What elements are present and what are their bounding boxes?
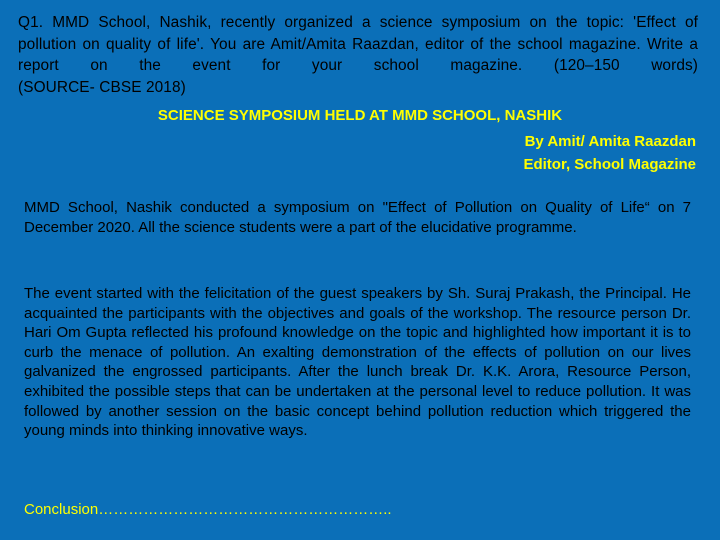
question-source: (SOURCE- CBSE 2018) <box>18 78 186 96</box>
question-text: Q1. MMD School, Nashik, recently organized a science symposium on the topic: 'Effect of pollution on quality of life'. You are Amit/Amita Raazdan, editor of the school magazine. Write a report on the event for your school magazine. (120–150 words) <box>18 14 698 74</box>
report-byline: By Amit/ Amita Raazdan <box>524 133 696 150</box>
question-prompt <box>18 12 698 98</box>
report-paragraph-body: The event started with the felicitation of the guest speakers by Sh. Suraj Prakash, the Principal. He acquainted the participants with the objectives and goals of the workshop. The resource person Dr. Hari Om Gupta reflected his profound knowledge on the topic and highlighted how important it is to curb the menace of pollution. An exalting demonstration of the effects of pollution on our lives galvanized the engrossed participants. After the lunch break Dr. K.K. Arora, Resource Person, exhibited the possible steps that can be undertaken at the personal level to reduce pollution. It was followed by another session on the basic concept behind pollution reduction which triggered the young minds into thinking innovative ways. <box>24 285 691 440</box>
report-author-role: Editor, School Magazine <box>523 156 696 173</box>
report-conclusion: Conclusion………………………………………………….. <box>24 501 392 518</box>
report-paragraph-intro: MMD School, Nashik conducted a symposium on "Effect of Pollution on Quality of Life“ on 7 December 2020. All the science students were a part of the elucidative programme. <box>24 199 691 236</box>
report-title: SCIENCE SYMPOSIUM HELD AT MMD SCHOOL, NASHIK <box>157 107 563 124</box>
